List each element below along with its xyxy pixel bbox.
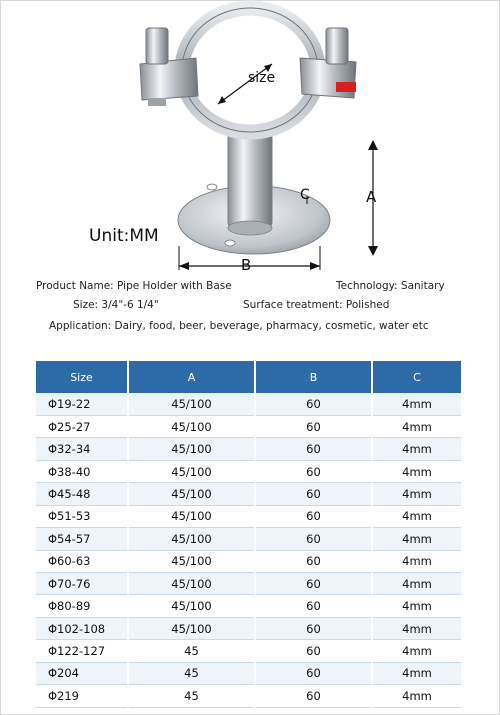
b-cell: 60 [255, 438, 372, 460]
a-cell: 45/100 [128, 528, 255, 550]
b-cell: 60 [255, 415, 372, 437]
b-cell: 60 [255, 640, 372, 662]
size-cell: Φ54-57 [36, 528, 128, 550]
c-cell: 4mm [372, 595, 461, 617]
unit-label: Unit:MM [89, 226, 159, 246]
size-cell: Φ19-22 [36, 393, 128, 415]
b-cell: 60 [255, 573, 372, 595]
table-row [36, 460, 461, 482]
pipe-holder-illustration [0, 0, 500, 272]
column-header: B [255, 361, 372, 393]
dimension-b-label: B [241, 256, 252, 274]
a-cell: 45/100 [128, 573, 255, 595]
table-row [36, 685, 461, 707]
dimension-c-label: C [300, 187, 310, 203]
b-cell: 60 [255, 460, 372, 482]
product-name: Product Name: Pipe Holder with Base [36, 280, 232, 292]
c-cell: 4mm [372, 438, 461, 460]
size-dimension-label: size [248, 70, 276, 86]
a-cell: 45/100 [128, 438, 255, 460]
table-row [36, 640, 461, 662]
size-cell: Φ32-34 [36, 438, 128, 460]
b-cell: 60 [255, 550, 372, 572]
a-cell: 45/100 [128, 415, 255, 437]
product-diagram [0, 0, 500, 272]
b-cell: 60 [255, 528, 372, 550]
size-cell: Φ80-89 [36, 595, 128, 617]
c-cell: 4mm [372, 685, 461, 707]
size-cell: Φ60-63 [36, 550, 128, 572]
application: Application: Dairy, food, beer, beverage, pharmacy, cosmetic, water etc [49, 320, 429, 332]
size-cell: Φ70-76 [36, 573, 128, 595]
a-cell: 45/100 [128, 617, 255, 639]
table-row [36, 505, 461, 527]
a-cell: 45/100 [128, 595, 255, 617]
table-row [36, 528, 461, 550]
c-cell: 4mm [372, 640, 461, 662]
size-cell: Φ102-108 [36, 617, 128, 639]
b-cell: 60 [255, 662, 372, 684]
table-row [36, 595, 461, 617]
table-header-row [36, 361, 461, 393]
table-row [36, 573, 461, 595]
c-cell: 4mm [372, 662, 461, 684]
c-cell: 4mm [372, 393, 461, 415]
b-cell: 60 [255, 685, 372, 707]
a-cell: 45 [128, 662, 255, 684]
size-cell: Φ51-53 [36, 505, 128, 527]
size-cell: Φ45-48 [36, 483, 128, 505]
table-row [36, 550, 461, 572]
spec-table [36, 361, 461, 708]
a-cell: 45/100 [128, 505, 255, 527]
size-cell: Φ38-40 [36, 460, 128, 482]
c-cell: 4mm [372, 415, 461, 437]
technology: Technology: Sanitary [336, 280, 445, 292]
dimension-a-label: A [366, 188, 377, 206]
column-header: Size [36, 361, 128, 393]
b-cell: 60 [255, 393, 372, 415]
table-row [36, 415, 461, 437]
size-cell: Φ219 [36, 685, 128, 707]
b-cell: 60 [255, 617, 372, 639]
table-row [36, 617, 461, 639]
size-cell: Φ204 [36, 662, 128, 684]
b-cell: 60 [255, 505, 372, 527]
b-cell: 60 [255, 595, 372, 617]
c-cell: 4mm [372, 617, 461, 639]
b-cell: 60 [255, 483, 372, 505]
size-cell: Φ122-127 [36, 640, 128, 662]
c-cell: 4mm [372, 550, 461, 572]
table-row [36, 483, 461, 505]
column-header: A [128, 361, 255, 393]
table-row [36, 438, 461, 460]
a-cell: 45/100 [128, 550, 255, 572]
c-cell: 4mm [372, 460, 461, 482]
c-cell: 4mm [372, 528, 461, 550]
table-body [36, 393, 461, 707]
a-cell: 45/100 [128, 460, 255, 482]
a-cell: 45/100 [128, 393, 255, 415]
surface-treatment: Surface treatment: Polished [243, 299, 390, 311]
c-cell: 4mm [372, 483, 461, 505]
a-cell: 45 [128, 685, 255, 707]
c-cell: 4mm [372, 573, 461, 595]
table-row [36, 662, 461, 684]
column-header: C [372, 361, 461, 393]
a-cell: 45/100 [128, 483, 255, 505]
a-cell: 45 [128, 640, 255, 662]
size-cell: Φ25-27 [36, 415, 128, 437]
table-row [36, 393, 461, 415]
c-cell: 4mm [372, 505, 461, 527]
size-range: Size: 3/4"-6 1/4" [73, 299, 159, 311]
